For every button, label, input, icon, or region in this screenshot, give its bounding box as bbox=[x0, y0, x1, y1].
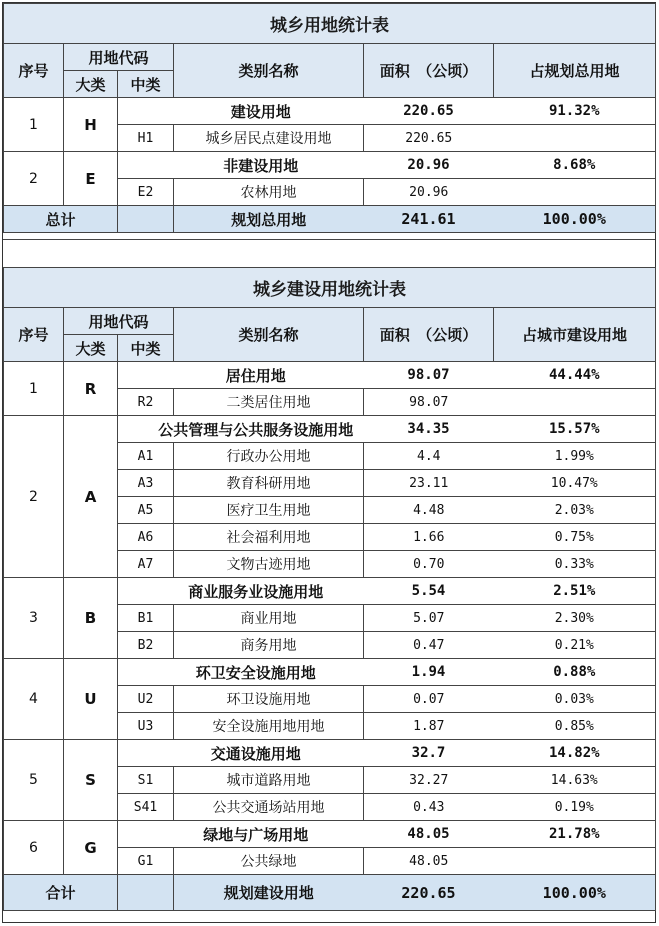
table-cell-ratio: 0.75% bbox=[494, 524, 656, 551]
table-cell-ratio: 21.78% bbox=[494, 821, 656, 848]
table-cell-name: 商业服务业设施用地 bbox=[118, 578, 364, 605]
table-cell-minor: S1 bbox=[118, 767, 174, 794]
table-cell-seq: 1 bbox=[4, 362, 64, 416]
table-cell-ratio: 2.30% bbox=[494, 605, 656, 632]
table-cell-name: 教育科研用地 bbox=[174, 470, 364, 497]
table-cell-ratio: 14.82% bbox=[494, 740, 656, 767]
table-cell-seq: 2 bbox=[4, 416, 64, 578]
table2-header-name: 类别名称 bbox=[174, 308, 364, 362]
table-cell-area: 220.65 bbox=[364, 125, 494, 152]
table-cell-ratio: 1.99% bbox=[494, 443, 656, 470]
table-cell-seq: 4 bbox=[4, 659, 64, 740]
table-cell-minor: U3 bbox=[118, 713, 174, 740]
table-cell-major: H bbox=[64, 98, 118, 152]
table2-total-ratio: 100.00% bbox=[494, 875, 656, 911]
table-cell-name: 城市道路用地 bbox=[174, 767, 364, 794]
table1-total-name: 规划总用地 bbox=[174, 206, 364, 233]
table1-total-area: 241.61 bbox=[364, 206, 494, 233]
table-cell-ratio: 0.21% bbox=[494, 632, 656, 659]
table-cell-area: 0.47 bbox=[364, 632, 494, 659]
table-cell-ratio bbox=[494, 848, 656, 875]
table-cell-minor: E2 bbox=[118, 179, 174, 206]
table-row-group bbox=[4, 659, 656, 686]
table-cell-name: 城乡居民点建设用地 bbox=[174, 125, 364, 152]
table-cell-ratio-empty bbox=[494, 179, 656, 206]
table-cell-ratio: 15.57% bbox=[494, 416, 656, 443]
table-cell-name: 非建设用地 bbox=[118, 152, 364, 179]
table1-total-ratio: 100.00% bbox=[494, 206, 656, 233]
table-cell-major: R bbox=[64, 362, 118, 416]
table-cell-minor: A6 bbox=[118, 524, 174, 551]
table1-total-empty bbox=[118, 206, 174, 233]
table-cell-ratio: 0.85% bbox=[494, 713, 656, 740]
table-cell-ratio: 0.88% bbox=[494, 659, 656, 686]
table-cell-ratio: 14.63% bbox=[494, 767, 656, 794]
table-cell-area: 4.4 bbox=[364, 443, 494, 470]
table-cell-ratio: 44.44% bbox=[494, 362, 656, 389]
table-row-group bbox=[4, 416, 656, 443]
table2-header-code: 用地代码 bbox=[64, 308, 174, 335]
table2-header-area: 面积 （公顷） bbox=[364, 308, 494, 362]
table-cell-area: 20.96 bbox=[364, 179, 494, 206]
table-cell-minor: G1 bbox=[118, 848, 174, 875]
table-cell-minor: R2 bbox=[118, 389, 174, 416]
table-cell-area: 34.35 bbox=[364, 416, 494, 443]
table-cell-minor: A5 bbox=[118, 497, 174, 524]
table-cell-minor: B1 bbox=[118, 605, 174, 632]
table-cell-area: 4.48 bbox=[364, 497, 494, 524]
table-cell-name: 绿地与广场用地 bbox=[118, 821, 364, 848]
table-cell-ratio: 2.51% bbox=[494, 578, 656, 605]
table-cell-name: 文物古迹用地 bbox=[174, 551, 364, 578]
table-cell-minor: A3 bbox=[118, 470, 174, 497]
table-cell-area: 20.96 bbox=[364, 152, 494, 179]
table1-header-code: 用地代码 bbox=[64, 44, 174, 71]
table1-header-ratio: 占规划总用地 bbox=[494, 44, 656, 98]
table-cell-area: 23.11 bbox=[364, 470, 494, 497]
table-cell-name: 居住用地 bbox=[118, 362, 364, 389]
table-cell-major: A bbox=[64, 416, 118, 578]
table-cell-seq: 3 bbox=[4, 578, 64, 659]
table-cell-ratio bbox=[494, 389, 656, 416]
table-cell-area: 0.43 bbox=[364, 794, 494, 821]
table1-header-seq: 序号 bbox=[4, 44, 64, 98]
table-cell-area: 1.87 bbox=[364, 713, 494, 740]
table-cell-name: 环卫安全设施用地 bbox=[118, 659, 364, 686]
table-cell-seq: 5 bbox=[4, 740, 64, 821]
table-cell-name: 公共交通场站用地 bbox=[174, 794, 364, 821]
table2-body bbox=[4, 362, 656, 875]
table-cell-name: 建设用地 bbox=[118, 98, 364, 125]
table-row-group bbox=[4, 821, 656, 848]
table-cell-area: 32.7 bbox=[364, 740, 494, 767]
table1-header-name: 类别名称 bbox=[174, 44, 364, 98]
table-cell-area: 32.27 bbox=[364, 767, 494, 794]
table-cell-area: 220.65 bbox=[364, 98, 494, 125]
table-cell-name: 公共绿地 bbox=[174, 848, 364, 875]
table-cell-name: 安全设施用地用地 bbox=[174, 713, 364, 740]
table2-total-area: 220.65 bbox=[364, 875, 494, 911]
table2-total-name: 规划建设用地 bbox=[174, 875, 364, 911]
table2-header-ratio: 占城市建设用地 bbox=[494, 308, 656, 362]
table-cell-name: 商业用地 bbox=[174, 605, 364, 632]
table-cell-major: G bbox=[64, 821, 118, 875]
table-cell-major: S bbox=[64, 740, 118, 821]
table-cell-ratio: 2.03% bbox=[494, 497, 656, 524]
table-cell-name: 商务用地 bbox=[174, 632, 364, 659]
table1-title: 城乡用地统计表 bbox=[4, 4, 656, 44]
table-cell-area: 98.07 bbox=[364, 389, 494, 416]
table1-header-minor: 中类 bbox=[118, 71, 174, 98]
table2-total-label: 合计 bbox=[4, 875, 118, 911]
table-cell-minor: U2 bbox=[118, 686, 174, 713]
table-cell-area: 98.07 bbox=[364, 362, 494, 389]
table-spacer bbox=[3, 239, 655, 267]
table2-header-minor: 中类 bbox=[118, 335, 174, 362]
table-cell-area: 5.54 bbox=[364, 578, 494, 605]
table-cell-name: 医疗卫生用地 bbox=[174, 497, 364, 524]
table-cell-ratio: 91.32% bbox=[494, 98, 656, 125]
table-cell-seq: 6 bbox=[4, 821, 64, 875]
table-cell-name: 社会福利用地 bbox=[174, 524, 364, 551]
table-cell-ratio: 10.47% bbox=[494, 470, 656, 497]
table-cell-major: E bbox=[64, 152, 118, 206]
table-cell-minor: A1 bbox=[118, 443, 174, 470]
urban-rural-land-table bbox=[3, 3, 656, 233]
table2-header-seq: 序号 bbox=[4, 308, 64, 362]
table-row-group bbox=[4, 740, 656, 767]
table-cell-minor: H1 bbox=[118, 125, 174, 152]
table-cell-name: 环卫设施用地 bbox=[174, 686, 364, 713]
table2-total-empty bbox=[118, 875, 174, 911]
table-cell-area: 1.66 bbox=[364, 524, 494, 551]
table-cell-name: 二类居住用地 bbox=[174, 389, 364, 416]
table-cell-area: 48.05 bbox=[364, 821, 494, 848]
table-cell-ratio: 0.33% bbox=[494, 551, 656, 578]
table-cell-name: 交通设施用地 bbox=[118, 740, 364, 767]
table-cell-minor: B2 bbox=[118, 632, 174, 659]
table-cell-area: 48.05 bbox=[364, 848, 494, 875]
urban-construction-land-table bbox=[3, 267, 656, 911]
table-row-group bbox=[4, 362, 656, 389]
table1-header-major: 大类 bbox=[64, 71, 118, 98]
table-cell-minor: S41 bbox=[118, 794, 174, 821]
table-cell-ratio: 0.19% bbox=[494, 794, 656, 821]
table2-header-major: 大类 bbox=[64, 335, 118, 362]
table-cell-seq: 2 bbox=[4, 152, 64, 206]
table-cell-minor: A7 bbox=[118, 551, 174, 578]
table-cell-area: 1.94 bbox=[364, 659, 494, 686]
document-page bbox=[2, 2, 656, 923]
table1-header-area: 面积 （公顷） bbox=[364, 44, 494, 98]
table2-title: 城乡建设用地统计表 bbox=[4, 268, 656, 308]
table-cell-area: 5.07 bbox=[364, 605, 494, 632]
table-cell-name: 公共管理与公共服务设施用地 bbox=[118, 416, 364, 443]
table1-total-label: 总计 bbox=[4, 206, 118, 233]
table-cell-ratio-empty bbox=[494, 125, 656, 152]
table-cell-name: 农林用地 bbox=[174, 179, 364, 206]
table-cell-name: 行政办公用地 bbox=[174, 443, 364, 470]
table-cell-ratio: 0.03% bbox=[494, 686, 656, 713]
table-cell-major: B bbox=[64, 578, 118, 659]
table-cell-area: 0.07 bbox=[364, 686, 494, 713]
table-row-group bbox=[4, 578, 656, 605]
table-cell-ratio: 8.68% bbox=[494, 152, 656, 179]
table-cell-major: U bbox=[64, 659, 118, 740]
table-cell-area: 0.70 bbox=[364, 551, 494, 578]
table-cell-seq: 1 bbox=[4, 98, 64, 152]
